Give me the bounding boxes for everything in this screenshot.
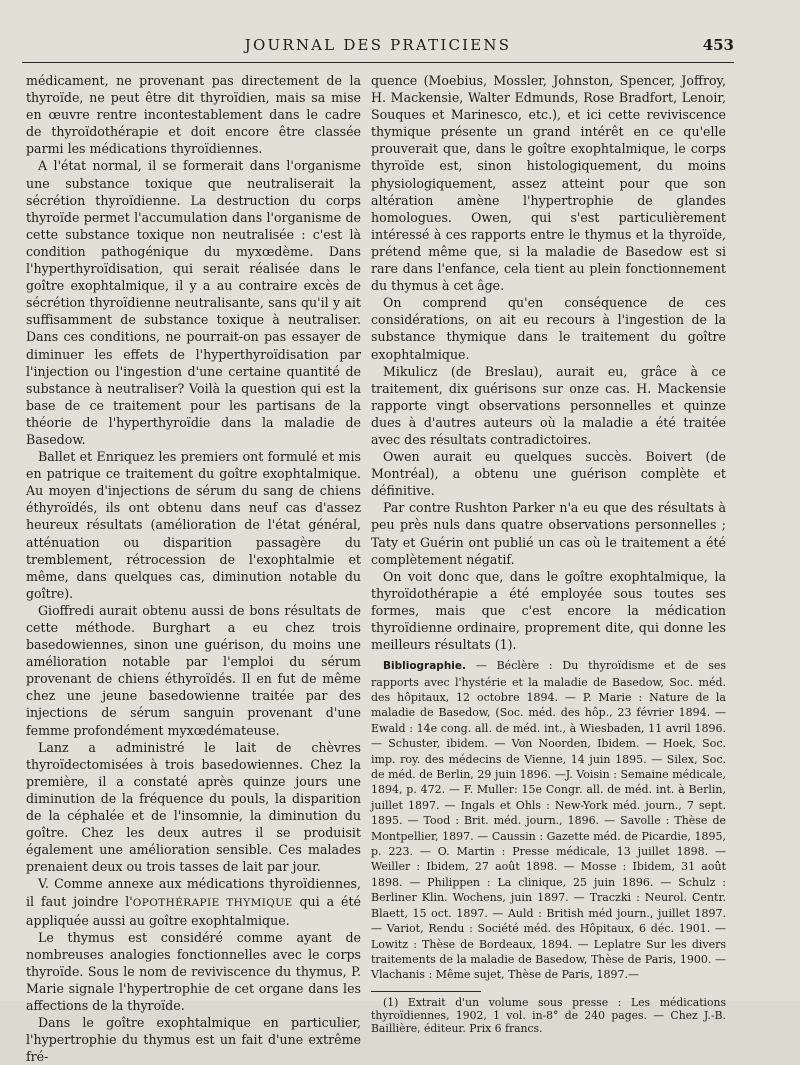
bibliography (371, 658, 726, 983)
smallcaps-term: OPOTHÉRAPIE THYMIQUE (132, 896, 293, 909)
paragraph-text: V. Comme annexe aux médications thyroïdiennes, il faut joindre l' (26, 876, 361, 909)
paragraph: Lanz a administré le lait de chèvres thyroïdectomisées à trois basedowiennes. Chez la première, il a constaté après quinze jours une diminution de la fréquence du pouls, la disparition de la céphalée et de l'insomnie, la diminution du goître. Chez les deux autres il se produisit également une amélioration sensible. Ces malades prenaient deux ou trois tasses de lait par jour. (26, 739, 361, 875)
bibliography-heading: Bibliographie. (383, 660, 467, 673)
bibliography-text: — Béclère : Du thyroïdisme et de ses rapports avec l'hystérie et la maladie de Basedow, Soc. méd. des hôpitaux, 12 octobre 1894. — P. Marie : Nature de la maladie de Basedow, (Soc. méd. des hôp., 23 février 1894. — Ewald : 14e cong. all. de méd. int., à Wiesbaden, 11 avril 1896. — Schuster, ibidem. — Von Noorden, Ibidem. — Hoek, Soc. imp. roy. des médecins de Vienne, 14 juin 1895. — Silex, Soc. de méd. de Berlin, 29 juin 1896. —J. Voisin : Semaine médicale, 1894, p. 472. — F. Muller: 15e Congr. all. de méd. int. à Berlin, juillet 1897. — Ingals et Ohls : New-York méd. journ., 7 sept. 1895. — Tood : Brit. méd. journ., 1896. — Savolle : Thèse de Montpellier, 1897. — Caussin : Gazette méd. de Picardie, 1895, p. 223. — O. Martin : Presse médicale, 13 juillet 1898. — Weiller : Ibidem, 27 août 1898. — Mosse : Ibidem, 31 août 1898. — Philippen : La clinique, 25 juin 1896. — Schulz : Berliner Klin. Wochens, juin 1897. — Traczki : Neurol. Centr. Blaett, 15 oct. 1897. — Auld : British méd journ., juillet 1897. — Variot, Rendu : Société méd. des Hôpitaux, 6 déc. 1901. — Lowitz : Thèse de Bordeaux, 1894. — Leplatre Sur les divers traitements de la maladie de Basedow, Thèse de Paris, 1900. — Vlachanis : Même sujet, Thèse de Paris, 1897.— (371, 659, 727, 982)
paragraph: Ballet et Enriquez les premiers ont formulé et mis en patrique ce traitement du goître exophtalmique. Au moyen d'injections de sérum du sang de chiens éthyroïdés, ils ont obtenu dans neuf cas d'assez heureux résultats (amélioration de l'état général, atténuation ou disparition passagère du tremblement, rétrocession de l'exophtalmie et même, dans quelques cas, diminution notable du goître). (26, 449, 361, 601)
paragraph-opotherapie (26, 875, 361, 928)
journal-title: JOURNAL DES PRATICIENS (244, 36, 512, 54)
paragraph: Gioffredi aurait obtenu aussi de bons résultats de cette méthode. Burghart a eu chez trois basedowiennes, sinon une guérison, du moins une amélioration notable par l'emploi du sérum provenant de chiens éthyroïdés. Il en fut de même chez une jeune basedowienne traitée par des injections de sérum sanguin provenant d'une femme profondément myxœdémateuse. (26, 602, 361, 738)
paragraph: Mikulicz (de Breslau), aurait eu, grâce à ce traitement, dix guérisons sur onze cas. H. Mackensie rapporte vingt observations personnelles et quinze dues à d'autres auteurs où la maladie a été traitée avec des résultats contradictoires. (371, 363, 726, 447)
right-column (371, 72, 726, 1035)
paragraph-text: qui a été appliquée aussi au goître exophtalmique. (26, 893, 361, 928)
paragraph: Le thymus est considéré comme ayant de nombreuses analogies fonctionnelles avec le corps thyroïde. Sous le nom de reviviscence du thymus, P. Marie signale l'hypertrophie de cet organe dans les affections de la thyroïde. (26, 929, 361, 1014)
paragraph: Dans le goître exophtalmique en particulier, l'hypertrophie du thymus est un fait d'une extrême fré- (26, 1015, 361, 1065)
paragraph: Par contre Rushton Parker n'a eu que des résultats à peu près nuls dans quatre observations personnelles ; Taty et Guérin ont publié un cas où le traitement a été complètement négatif. (371, 500, 726, 567)
page-header (22, 36, 734, 63)
paragraph: Owen aurait eu quelques succès. Boivert (de Montréal), a obtenu une guérison complète et définitive. (371, 449, 726, 499)
footnote-divider (371, 991, 481, 992)
paragraph: On voit donc que, dans le goître exophtalmique, la thyroïdothérapie a été employée sous toutes ses formes, mais que c'est encore la médication thyroïdienne ordinaire, proprement dite, qui donne les meilleurs résultats (1). (371, 568, 726, 653)
page-number: 453 (702, 36, 734, 54)
footnote: (1) Extrait d'un volume sous presse : Les médications thyroïdiennes, 1902, 1 vol. in-8° de 240 pages. — Chez J.-B. Baillière, éditeur. Prix 6 francs. (371, 995, 726, 1035)
paragraph: quence (Moebius, Mossler, Johnston, Spencer, Joffroy, H. Mackensie, Walter Edmunds, Rose Bradfort, Lenoir, Souques et Marinesco, etc.), et ici cette reviviscence thymique présente un grand intérêt en ce qu'elle prouverait que, dans le goître exophtalmique, le corps thyroïde est, sinon histologiquement, du moins physiologiquement, assez atteint pour que son altération amène l'hypertrophie de glandes homologues. Owen, qui s'est particulièrement intéressé à ces rapports entre le thymus et la thyroïde, prétend même que, si la maladie de Basedow est si rare dans l'enfance, cela tient au plein fonctionnement du thymus à cet âge. (371, 73, 726, 294)
paragraph: A l'état normal, il se formerait dans l'organisme une substance toxique que neutraliserait la sécrétion thyroïdienne. La destruction du corps thyroïde permet l'accumulation dans l'organisme de cette substance toxique non neutralisée : c'est là condition pathogénique du myxœdème. Dans l'hyperthyroïdisation, qui serait réalisée dans le goître exophtalmique, il y a au contraire excès de sécrétion thyroïdienne neutralisante, sans qu'il y ait suffisamment de substance toxique à neutraliser. Dans ces conditions, ne pourrait-on pas essayer de diminuer les effets de l'hyperthyroïdisation par l'injection ou l'ingestion d'une certaine quantité de substance à neutraliser? Voilà la question qui est la base de ce traitement pour les partisans de la théorie de l'hyperthyroïdie dans la maladie de Basedow. (26, 158, 361, 447)
left-column (26, 72, 361, 1065)
paragraph: médicament, ne provenant pas directement de la thyroïde, ne peut être dit thyroïdien, mais sa mise en œuvre rentre incontestablement dans le cadre de thyroïdothérapie et doit encore être classée parmi les médications thyroïdiennes. (26, 73, 361, 157)
paragraph: On comprend qu'en conséquence de ces considérations, on ait eu recours à l'ingestion de la substance thymique dans le traitement du goître exophtalmique. (371, 295, 726, 362)
